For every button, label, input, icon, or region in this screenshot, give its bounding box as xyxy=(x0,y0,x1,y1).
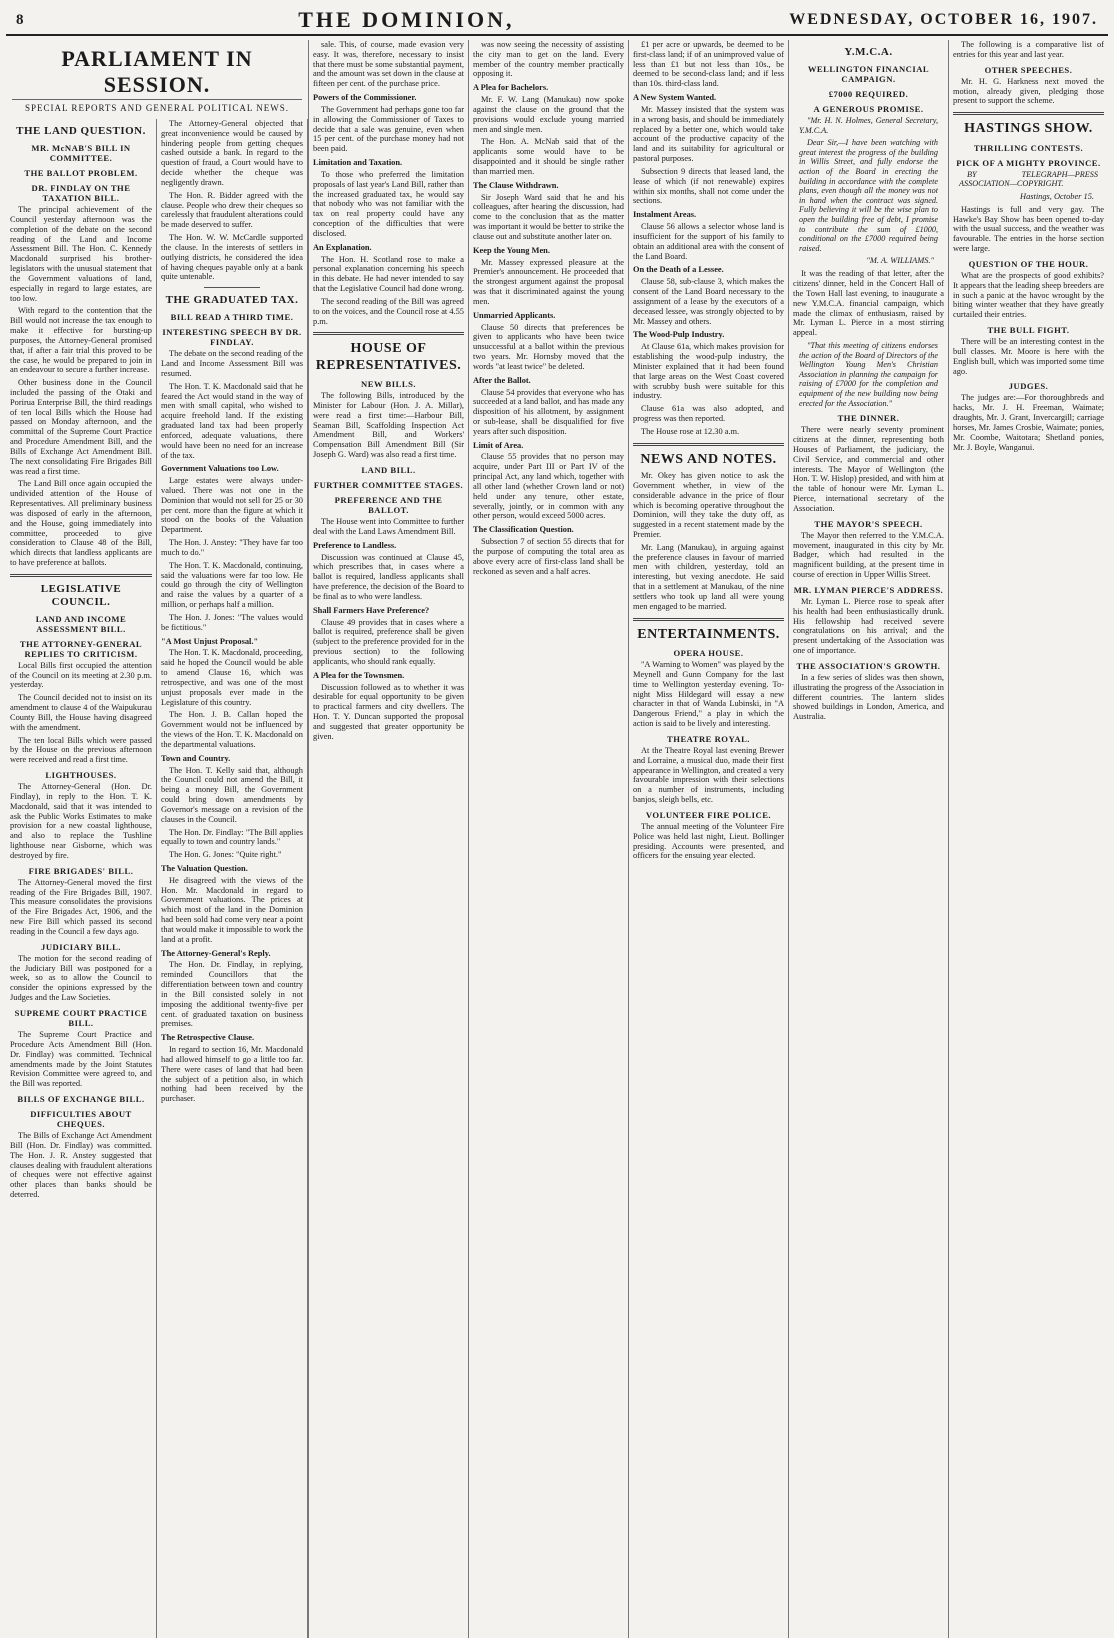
crosshead: After the Ballot. xyxy=(473,375,531,385)
crosshead: Preference to Landless. xyxy=(313,540,397,550)
paragraph: Discussion followed as to whether it was desirable for equal opportunity to be given to practical farmers and city dwellers. The Hon. T. Y. Duncan supported the proposal and suggested that greater opportunity be given. xyxy=(313,682,464,741)
paragraph: At the Theatre Royal last evening Brewer and Lorraine, a musical duo, made their first appearance in Wellington, and created a very favourable impression with their selections on a number of instruments, including banjos, sleigh bells, etc. xyxy=(633,745,784,805)
subheadline: THE DINNER. xyxy=(837,413,900,424)
crosshead: The Attorney-General's Reply. xyxy=(161,948,271,958)
paragraph: Subsection 9 directs that leased land, the lease of which (if not renewable) expires within six months, shall not come under the sections. xyxy=(633,166,784,206)
paragraph: The Hon. H. Scotland rose to make a personal explanation concerning his speech in this debate. He had never intended to say that the Legislative Council had done wrong. xyxy=(313,254,464,294)
subheadline: THE BULL FIGHT. xyxy=(987,325,1070,335)
letter-address: "Mr. H. N. Holmes, General Secretary, Y.M.C.A. xyxy=(799,116,938,135)
subheadline: THRILLING CONTESTS. xyxy=(973,142,1084,153)
paragraph: In regard to section 16, Mr. Macdonald had allowed himself to go a little too far. There were cases of land that had been the subject of a petition also, in which nothing had been received by the purchaser. xyxy=(161,1045,303,1104)
byline: BY TELEGRAPH—PRESS ASSOCIATION—COPYRIGHT. xyxy=(959,169,1098,189)
column-7 xyxy=(949,40,1108,1638)
paragraph: Clause 61a was also adopted, and progress was then reported. xyxy=(633,404,784,423)
paragraph: "A Warning to Women" was played by the Meynell and Gunn Company for the last time to Wellington yesterday evening. To-night Miss Hildegard will essay a new character in that of Wanda Lubinski, in "A Dangerous Friend," a play in which the action is said to be lively and interesting. xyxy=(633,660,784,728)
column-6 xyxy=(789,40,949,1638)
paragraph: The ten local Bills which were passed by the House on the previous afternoon were received and read a first time. xyxy=(10,735,152,765)
paragraph: The Mayor then referred to the Y.M.C.A. movement, inaugurated in this city by Mr. Badger, which had resulted in the magnificent building, at the present time in course of erection in Upper Willis Street. xyxy=(793,530,944,579)
column-1 xyxy=(6,119,157,1638)
paragraph: The Hon. J. Jones: "The values would be fictitious." xyxy=(161,612,303,632)
paragraph: The Hon. J. Anstey: "They have far too much to do." xyxy=(161,538,303,557)
paragraph: The Hon. A. McNab said that of the applicants some would have to be disappointed and it should be single rather than married men. xyxy=(473,137,624,176)
subheadline: A GENEROUS PROMISE. xyxy=(813,104,924,114)
crosshead: Keep the Young Men. xyxy=(473,245,550,255)
paragraph: With regard to the contention that the Bill would not increase the tax enough to make it effective for bursting-up purposes, the Attorney-General promised that, if after a fair trial this proved to be the case, he would be prepared to join in an endeavour to secure a further increase. xyxy=(10,306,152,375)
resolution: "That this meeting of citizens endorses the action of the Board of Directors of the Wellington Young Men's Christian Association in planning the campaign for raising of £7000 for the completion and equipment of the new building now being erected for the Association." xyxy=(799,340,938,408)
newspaper-title: THE DOMINION, xyxy=(298,7,515,32)
paragraph: At Clause 61a, which makes provision for establishing the wood-pulp industry, the Minister explained that it had been found that large areas on the West Coast covered with scrubby bush were suitable for this industry. xyxy=(633,342,784,401)
headline: ENTERTAINMENTS. xyxy=(637,626,780,642)
paragraph: There will be an interesting contest in the bull classes. Mr. Moore is here with the English bull, which was imported some time ago. xyxy=(953,337,1104,376)
crosshead: Town and Country. xyxy=(161,753,231,763)
paragraph: Clause 56 allows a selector whose land is insufficient for the support of his family to obtain an additional area with the consent of the Land Board. xyxy=(633,222,784,261)
headline: THE LAND QUESTION. xyxy=(16,124,146,137)
paragraph: The Government had perhaps gone too far in allowing the Commissioner of Taxes to decide that a sale was genuine, even when 15 per cent. of the purchase money had not been paid. xyxy=(313,104,464,154)
subheadline: WELLINGTON FINANCIAL CAMPAIGN. xyxy=(807,63,930,84)
divider xyxy=(633,618,784,621)
paragraph: What are the prospects of good exhibits? It appears that the leading sheep breeders are in such a panic at the havoc wrought by the biting winter weather that they have greatly curtailed their entries. xyxy=(953,270,1104,320)
crosshead: The Classification Question. xyxy=(473,525,574,535)
subheadline: MR. LYMAN PIERCE'S ADDRESS. xyxy=(793,584,944,595)
paragraph: To those who preferred the limitation proposals of last year's Land Bill, rather than the increased graduated tax, he would say that nobody who was not familiar with the tax on real property could have any conception of the difficulties that were disclosed. xyxy=(313,169,464,238)
subheadline: FIRE BRIGADES' BILL. xyxy=(28,865,134,876)
parliament-section xyxy=(6,40,309,1638)
paragraph: Clause 55 provides that no person may acquire, under Part III or Part IV of the principal Act, any land which, together with all other land (whether Crown land or not) held under any tenure, other estate, severally, jointly, or in common with any other person, would exceed 5000 acres. xyxy=(473,452,624,521)
paragraph: The annual meeting of the Volunteer Fire Police was held last night, Lieut. Bollinger presiding. Accounts were presented, and officers for the ensuing year elected. xyxy=(633,821,784,861)
paragraph: Large estates were always under-valued. There was not one in the Dominion that would not sell for 25 or 30 per cent. more than the figure at which it stood on the books of the Valuation Department. xyxy=(161,476,303,535)
paragraph: The Hon. Dr. Findlay: "The Bill applies equally to town and country lands." xyxy=(161,827,303,847)
column-5 xyxy=(629,40,789,1638)
subheadline: NEW BILLS. xyxy=(361,379,416,390)
paragraph: The principal achievement of the Council yesterday afternoon was the completion of the debate on the second reading of the Land and Income Assessment Bill. The Hon. C. Kennedy Macdonald surprised his brother-legislators with the unusual statement that the Government valuations of land, especially in regard to large estates, are too low. xyxy=(10,205,152,303)
column-2 xyxy=(157,119,308,1638)
paragraph: Discussion was continued at Clause 45, which prescribes that, in cases where a ballot is required, landless applicants shall have preference, the decision of the Board to be final as to who were landless. xyxy=(313,552,464,601)
issue-date: WEDNESDAY, OCTOBER 16, 1907. xyxy=(789,11,1098,28)
paragraph: The Hon. T. Kelly said that, although the Council could not amend the Bill, it being a money Bill, the Government could bring down amendments by Governor's message on a revision of the clauses in the Council. xyxy=(161,765,303,824)
paragraph: The Hon. T. K. Macdonald said that he feared the Act would stand in the way of men with small capital, who wished to acquire freehold land. If the existing graduated land tax had been properly enforced, adequate valuations, there would have been no need for an increase of the tax. xyxy=(161,381,303,460)
paragraph: The Hon. T. K. Macdonald, proceeding, said he hoped the Council would be able to amend Clause 16, which was retrospective, and was one of the most unjust proposals ever made in the Legislature of this country. xyxy=(161,648,303,707)
subheadline: PREFERENCE AND THE BALLOT. xyxy=(334,495,443,516)
letter-body: Dear Sir,—I have been watching with great interest the progress of the building in Willis Street, and fully endorse the action of the Board in erecting the building in accordance with the complete plans, even though all the money was not in hand when the contract was signed. Fully believing it will be the wise plan to open the building free of debt, I promise to contribute the sum of £1000, conditional on the £7000 required being raised. xyxy=(799,138,938,253)
paragraph: Mr. Massey insisted that the system was in a wrong basis, and should be immediately replaced by a better one, which would take account of the productive capacity of the land and its suitability for agricultural or pastoral purposes. xyxy=(633,104,784,164)
divider xyxy=(313,332,464,335)
subheadline: JUDGES. xyxy=(1008,381,1049,392)
paragraph: The judges are:—For thoroughbreds and hacks, Mr. J. H. Freeman, Waimate; draughts, Mr. J. Grant, Invercargill; carriage horses, Mr. James Crosbie, Waimate; ponies, Mr. Coombe, Waitotara; Shetland ponies, Mr. J. Boyle, Wanganui. xyxy=(953,393,1104,452)
paragraph: The Attorney-General objected that great inconvenience would be caused by hindering people from getting cheques cashed outside a bank. In regard to the question of fraud, a Court would have to decide whether the cheque was negligently drawn. xyxy=(161,118,303,187)
paragraph: The Supreme Court Practice and Procedure Acts Amendment Bill (Hon. Dr. Findlay) was committed. Technical amendments made by the Joint Statutes Revision Committee were agreed to, and the Bill was reported. xyxy=(10,1030,152,1089)
subheadline: OTHER SPEECHES. xyxy=(984,64,1073,75)
paragraph: The following is a comparative list of entries for this year and last year. xyxy=(953,40,1104,59)
subheadline: THE BALLOT PROBLEM. xyxy=(24,167,138,178)
subheadline: DIFFICULTIES ABOUT CHEQUES. xyxy=(30,1109,132,1130)
subheadline: PICK OF A MIGHTY PROVINCE. xyxy=(956,157,1101,168)
paragraph: Clause 49 provides that in cases where a ballot is required, preference shall be given (subject to the preference provided for in the previous section) to the following applicants, who should rank equally. xyxy=(313,617,464,666)
crosshead: "A Most Unjust Proposal." xyxy=(161,636,259,646)
paragraph: Clause 58, sub-clause 3, which makes the consent of the Land Board necessary to the assignment of a lease by the executors of a deceased lessee, was strongly objected to by Mr. Massey and others. xyxy=(633,277,784,326)
column-4 xyxy=(469,40,629,1638)
paragraph: Mr. Lyman L. Pierce rose to speak after his health had been enthusiastically drunk. His fellowship had received severe congratulations on his arrival; and the present undertaking of the Association was one of importance. xyxy=(793,596,944,656)
subheadline: THE MAYOR'S SPEECH. xyxy=(814,518,923,529)
paragraph: Other business done in the Council included the passing of the Otaki and Porirua Enterprise Bill, the third readings of ten local Bills which the House had passed on Monday afternoon, and the committal of the Supreme Court Practice and Procedure Amendment Bill, and the Bills of Exchange Act Amendment Bill. The next consolidating Fire Brigades Bill was read a first time. xyxy=(10,378,152,476)
subheadline: LAND BILL. xyxy=(361,464,416,475)
subheadline: JUDICIARY BILL. xyxy=(41,941,121,952)
paragraph: £1 per acre or upwards, be deemed to be first-class land; if of an unimproved value of less than £1 but not less than 10s., be deemed to be second-class land; and if less than 10s. third-class land. xyxy=(633,40,784,89)
crosshead: A Plea for Bachelors. xyxy=(473,83,549,93)
columns xyxy=(6,40,1108,1638)
paragraph: Mr. F. W. Lang (Manukau) now spoke against the clause on the ground that the provisions would exclude young married men and single men. xyxy=(473,95,624,134)
crosshead: Limitation and Taxation. xyxy=(313,158,403,168)
paragraph: The Hon. T. K. Macdonald, continuing, said the valuations were far too low. He could go through the city of Wellington and raise the values by a quarter of a million, or perhaps half a million. xyxy=(161,560,303,610)
subheadline: MR. McNAB'S BILL IN COMMITTEE. xyxy=(31,142,131,163)
headline: NEWS AND NOTES. xyxy=(640,451,777,467)
crosshead: The Clause Withdrawn. xyxy=(473,180,559,190)
dateline: Hastings, October 15. xyxy=(1020,191,1094,201)
paragraph: Subsection 7 of section 55 directs that for the purpose of computing the total area as above every acre of first-class land shall be reckoned as seven and a half acres. xyxy=(473,537,624,576)
subheadline: DR. FINDLAY ON THE TAXATION BILL. xyxy=(31,182,131,204)
headline: LEGISLATIVE COUNCIL. xyxy=(40,582,122,608)
crosshead: On the Death of a Lessee. xyxy=(633,265,724,275)
paragraph: He disagreed with the views of the Hon. Mr. Macdonald in regard to Government valuations. The prices at which most of the land in the Dominion had been sold had come very near a point that would make it impossible to work the land at a profit. xyxy=(161,875,303,944)
crosshead: The Valuation Question. xyxy=(161,863,248,873)
subheadline: £7000 REQUIRED. xyxy=(828,88,909,99)
crosshead: Unmarried Applicants. xyxy=(473,310,556,320)
crosshead: The Retrospective Clause. xyxy=(161,1033,255,1043)
paragraph: The following Bills, introduced by the Minister for Labour (Hon. J. A. Millar), were read a first time:—Harbour Bill, Seaman Bill, Scaffolding Inspection Act Amendment Bill, and Workers' Compensation Bill Amendment Bill (Sir Joseph G. Ward) was also read a first time. xyxy=(313,391,464,460)
crosshead: A New System Wanted. xyxy=(633,93,717,103)
subheadline: LIGHTHOUSES. xyxy=(45,770,117,781)
divider xyxy=(204,287,261,288)
subheadline: THEATRE ROYAL. xyxy=(667,733,750,744)
crosshead: Shall Farmers Have Preference? xyxy=(313,605,430,615)
paragraph: Mr. Massey expressed pleasure at the Premier's announcement. He proceeded that the strongest argument against the proposal was that it discriminated against the young men. xyxy=(473,257,624,306)
paragraph: was now seeing the necessity of assisting the city man to get on the land. Every member of the country member practically opposing it. xyxy=(473,40,624,79)
subheadline: BILLS OF EXCHANGE BILL. xyxy=(17,1094,145,1105)
paragraph: The Council decided not to insist on its amendment to clause 4 of the Waipukurau County Bill, the House having disagreed with the amendment. xyxy=(10,693,152,732)
paragraph: The debate on the second reading of the Land and Income Assessment Bill was resumed. xyxy=(161,349,303,378)
paragraph: In a few series of slides was then shown, illustrating the progress of the Association in different countries. The lantern slides showed buildings in London, America, and Australia. xyxy=(793,672,944,722)
subheadline: QUESTION OF THE HOUR. xyxy=(968,258,1089,269)
paragraph: The Land Bill once again occupied the undivided attention of the House of Representatives. All preliminary business was disposed of early in the afternoon, and the House, going immediately into committee, proceeded to give consideration to Clause 48 of the Bill, which directs that landless applicants are to have preference at ballots. xyxy=(10,479,152,568)
paragraph: The Hon. G. Jones: "Quite right." xyxy=(169,850,282,860)
paragraph: The Hon. J. B. Callan hoped the Government would not be influenced by the views of the Hon. T. K. Macdonald on the departmental valuations. xyxy=(161,710,303,749)
subheadline: THE ASSOCIATION'S GROWTH. xyxy=(796,660,941,671)
subheadline: FURTHER COMMITTEE STAGES. xyxy=(313,480,464,490)
subheadline: BILL READ A THIRD TIME. xyxy=(170,312,294,323)
subheadline: LAND AND INCOME ASSESSMENT BILL. xyxy=(35,613,127,634)
crosshead: Powers of the Commissioner. xyxy=(313,93,417,103)
paragraph: The Hon. W. W. McCardle supported the clause. In the interests of settlers in outlying districts, he considered the idea of having cheques payable only at a bank quite untenable. xyxy=(161,233,303,282)
paragraph: The House rose at 12.30 a.m. xyxy=(641,426,740,436)
crosshead: Limit of Area. xyxy=(473,440,524,450)
paragraph: Mr. Okey has given notice to ask the Government whether, in view of the considerable advance in the price of flour which is becoming operative throughout the Dominion, will they take the duty off, as suggested in a recent statement made by the Premier. xyxy=(633,471,784,539)
subheadline: THE ATTORNEY-GENERAL REPLIES TO CRITICISM. xyxy=(19,638,143,659)
divider xyxy=(10,574,152,577)
column-3 xyxy=(309,40,469,1638)
subheadline: VOLUNTEER FIRE POLICE. xyxy=(645,809,772,820)
crosshead: A Plea for the Townsmen. xyxy=(313,670,405,680)
section-headline: PARLIAMENT IN SESSION. xyxy=(12,40,302,100)
paragraph: The second reading of the Bill was agreed to on the voices, and the Council rose at 4.55 p.m. xyxy=(313,296,464,326)
paragraph: It was the reading of that letter, after the citizens' dinner, held in the Concert Hall of the Town Hall last evening, to inaugurate a new Y.M.C.A. financial campaign, which made the climax of enthusiasm, raised by Mr. Lyman L. Pierce in a most stirring appeal. xyxy=(793,269,944,338)
headline: HASTINGS SHOW. xyxy=(964,121,1093,137)
paragraph: The Attorney-General moved the first reading of the Fire Brigades Bill, 1907. This measure consolidates the provisions of the Fire Brigades Act, 1906, and the new Fire Bill which passed its second reading in the Council a few days ago. xyxy=(10,877,152,936)
section-subheadline: SPECIAL REPORTS AND GENERAL POLITICAL NEWS. xyxy=(25,103,289,114)
subheadline: SUPREME COURT PRACTICE BILL. xyxy=(14,1007,148,1028)
paragraph: sale. This, of course, made evasion very easy. It was, therefore, necessary to insist that there must be some substantial payment, and the amount was set down in the clause at fifteen per cent. of the purchase price. xyxy=(313,40,464,89)
page-number: 8 xyxy=(16,11,24,28)
headline: HOUSE OF REPRESENTATIVES. xyxy=(315,341,462,373)
headline: THE GRADUATED TAX. xyxy=(165,294,299,307)
paragraph: Sir Joseph Ward said that he and his colleagues, after hearing the discussion, had come to the conclusion that as the matter was important it would be better to strike the clause out and substitute another later on. xyxy=(473,192,624,241)
masthead xyxy=(6,6,1108,36)
paragraph: The Hon. Dr. Findlay, in replying, reminded Councillors that the differentiation between town and country in the Bill consisted solely in not imposing the additional twenty-five per cent. of graduated taxation on business premises. xyxy=(161,960,303,1029)
paragraph: There were nearly seventy prominent citizens at the dinner, representing both Houses of Parliament, the judiciary, the Civil Service, and commercial and other interests. The Mayor of Wellington (the Hon. T. W. Hislop) presided, and with him at the table of honour were Mr. Lyman L. Pierce, international secretary of the Association. xyxy=(793,425,944,513)
divider xyxy=(633,443,784,446)
subheadline: OPERA HOUSE. xyxy=(673,647,744,658)
crosshead: Government Valuations too Low. xyxy=(161,464,279,474)
paragraph: The House went into Committee to further deal with the Land Laws Amendment Bill. xyxy=(313,517,464,536)
paragraph: Mr. H. G. Harkness next moved the motion, already given, pledging those present to support the scheme. xyxy=(953,76,1104,106)
paragraph: Mr. Lang (Manukau), in arguing against the preference clauses in favour of married men with children, yesterday, told an interesting, but vexing anecdote. He said that in a settlement at Manukau, of the nine settlers who took up land all were young men engaged to be married. xyxy=(633,542,784,611)
letter-signature: "M. A. WILLIAMS." xyxy=(866,256,934,266)
paragraph: Clause 54 provides that everyone who has succeeded at a land ballot, and has made any disposition of his allotment, by assignment or sub-lease, shall be disqualified for five years after such disposition. xyxy=(473,387,624,436)
crosshead: The Wood-Pulp Industry. xyxy=(633,330,725,340)
paragraph: The Hon. R. Bidder agreed with the clause. People who drew their cheques so carelessly that fraudulent alterations could be made deserved to suffer. xyxy=(161,190,303,230)
paragraph: Local Bills first occupied the attention of the Council on its meeting at 2.30 p.m. yesterday. xyxy=(10,660,152,690)
subheadline: INTERESTING SPEECH BY DR. FINDLAY. xyxy=(162,327,302,348)
paragraph: The Bills of Exchange Act Amendment Bill (Hon. Dr. Findlay) was committed. The Hon. J. R. Anstey suggested that clauses dealing with fraudulent alterations of cheques were not effective against other places than banks should be deterred. xyxy=(10,1131,152,1200)
headline: Y.M.C.A. xyxy=(844,46,893,58)
crosshead: An Explanation. xyxy=(313,242,372,252)
divider xyxy=(953,112,1104,115)
crosshead: Instalment Areas. xyxy=(633,210,697,220)
paragraph: The Attorney-General (Hon. Dr. Findlay), in reply to the Hon. T. K. Macdonald, said that it was intended to ask the Public Works Estimates to make provision for a new coastal lighthouse, and also to replace the Tushline lighthouse near Gisborne, which was destroyed by fire. xyxy=(10,782,152,860)
paragraph: Clause 50 directs that preferences be given to applicants who have been twice unsuccessful at a ballot within the previous two years. Mr. Hornsby moved that the words "at least twice" be deleted. xyxy=(473,322,624,371)
paragraph: Hastings is full and very gay. The Hawke's Bay Show has been opened to-day with the usual success, and the weather was favourable. The entries in the horse section were large. xyxy=(953,204,1104,253)
paragraph: The motion for the second reading of the Judiciary Bill was postponed for a week, so as to allow the Council to consider the opinions expressed by the Judges and the Law Societies. xyxy=(10,953,152,1003)
